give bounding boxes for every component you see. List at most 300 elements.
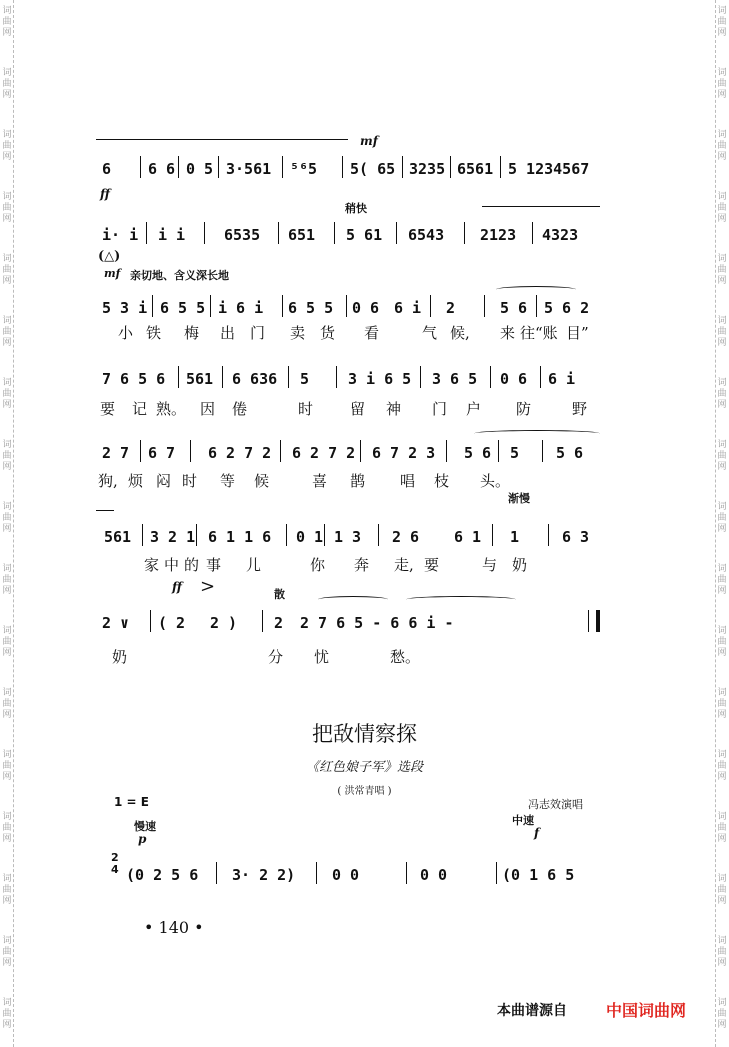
- watermark-char: 曲: [2, 1009, 12, 1019]
- lyric-syllable: 要: [424, 556, 440, 574]
- measure-r2-6: 6543: [408, 226, 445, 244]
- barline: [548, 524, 549, 546]
- watermark-char: 网: [2, 958, 12, 968]
- watermark-char: 曲: [2, 451, 12, 461]
- watermark-char: 网: [2, 338, 12, 348]
- watermark-char: 曲: [2, 203, 12, 213]
- watermark-char: 曲: [717, 203, 727, 213]
- watermark-char: 词: [2, 874, 12, 884]
- barline: [342, 156, 343, 178]
- barline: [262, 610, 263, 632]
- watermark-char: 曲: [717, 17, 727, 27]
- lyric-syllable: 时: [182, 472, 198, 490]
- watermark-char: 词: [2, 812, 12, 822]
- watermark-char: 曲: [717, 947, 727, 957]
- watermark-char: 网: [717, 772, 727, 782]
- barline: [146, 222, 147, 244]
- lyric-syllable: 等: [220, 472, 236, 490]
- lyric-syllable: 往“账: [520, 324, 558, 342]
- measure-r4-3: 6 636: [232, 370, 278, 388]
- watermark-char: 网: [2, 524, 12, 534]
- watermark-char: 网: [2, 648, 12, 658]
- measure-r1-2: 6 6: [148, 160, 176, 178]
- measure-r5-7: 5: [510, 444, 520, 462]
- lyric-syllable: 要: [100, 400, 116, 418]
- measure-r5-1: 2 7: [102, 444, 130, 462]
- barline: [282, 156, 283, 178]
- lyric-syllable: 烦: [128, 472, 144, 490]
- watermark-char: 曲: [2, 141, 12, 151]
- measure-r5-2: 6 7: [148, 444, 176, 462]
- barline: [446, 440, 447, 462]
- barline: [218, 156, 219, 178]
- barline: [450, 156, 451, 178]
- watermark-char: 词: [2, 378, 12, 388]
- watermark-text: [715, 254, 729, 287]
- lyric-syllable: 小: [118, 324, 134, 342]
- measure-s2-1: (0 2 5 6: [126, 866, 199, 884]
- measure-r6-4: 0 1: [296, 528, 324, 546]
- watermark-char: 网: [717, 524, 727, 534]
- lyric-syllable: 事: [206, 556, 222, 574]
- watermark-char: 词: [717, 750, 727, 760]
- lyric-syllable: 中: [164, 556, 180, 574]
- barline: [282, 295, 283, 317]
- watermark-text: [715, 440, 729, 473]
- lyric-syllable: 卖: [290, 324, 306, 342]
- measure-r4-4: 5: [300, 370, 310, 388]
- measure-r2-8: 4323: [542, 226, 579, 244]
- barline: [216, 862, 217, 884]
- lyric-syllable: 家: [144, 556, 160, 574]
- barline: [178, 156, 179, 178]
- watermark-text: [715, 936, 729, 969]
- barline: [142, 524, 143, 546]
- watermark-text: [0, 874, 14, 907]
- time-signature-top: 2: [111, 851, 119, 864]
- lyric-syllable: 因: [200, 400, 216, 418]
- tempo-mark-2: 渐慢: [508, 492, 530, 505]
- watermark-char: 曲: [717, 761, 727, 771]
- watermark-char: 词: [717, 874, 727, 884]
- watermark-text: [715, 130, 729, 163]
- measure-r5-8: 5 6: [556, 444, 584, 462]
- lyric-syllable: 闷: [156, 472, 172, 490]
- phrase-line: [96, 139, 348, 140]
- dynamic-ff-2: ff: [172, 580, 182, 594]
- barline: [140, 156, 141, 178]
- barline: [500, 156, 501, 178]
- triangle-marker: (△): [98, 249, 121, 264]
- watermark-char: 词: [717, 378, 727, 388]
- measure-r6-3: 6 1 1 6: [208, 528, 272, 546]
- lyric-syllable: 的: [184, 556, 200, 574]
- staff-row-3: [96, 291, 606, 317]
- barline: [204, 222, 205, 244]
- watermark-char: 曲: [717, 637, 727, 647]
- measure-r3-7: 2: [446, 299, 456, 317]
- lyric-syllable: 喜: [312, 472, 328, 490]
- watermark-char: 曲: [2, 389, 12, 399]
- watermark-char: 曲: [2, 327, 12, 337]
- watermark-char: 曲: [717, 265, 727, 275]
- lyrics-row-3: [96, 322, 606, 342]
- watermark-char: 词: [2, 6, 12, 16]
- watermark-char: 网: [2, 834, 12, 844]
- barline: [210, 295, 211, 317]
- barline: [532, 222, 533, 244]
- barline: [286, 524, 287, 546]
- lyrics-row-5: [96, 470, 606, 490]
- lyric-syllable: 枝: [434, 472, 450, 490]
- expression-mark: 亲切地、含义深长地: [130, 269, 229, 282]
- measure-r6-7: 6 1: [454, 528, 482, 546]
- watermark-text: [0, 378, 14, 411]
- measure-r7-2: ( 2: [158, 614, 186, 632]
- barline: [346, 295, 347, 317]
- section-title: 把敌情察探: [312, 722, 417, 746]
- watermark-char: 网: [2, 710, 12, 720]
- watermark-char: 网: [717, 648, 727, 658]
- watermark-char: 网: [2, 462, 12, 472]
- watermark-char: 词: [2, 130, 12, 140]
- lyric-syllable: 出: [220, 324, 236, 342]
- watermark-char: 词: [717, 688, 727, 698]
- barline: [420, 366, 421, 388]
- lyric-syllable: 门: [432, 400, 448, 418]
- watermark-char: 网: [717, 710, 727, 720]
- lyric-syllable: 唱: [400, 472, 416, 490]
- watermark-char: 网: [717, 462, 727, 472]
- left-margin: [0, 0, 14, 1047]
- watermark-char: 词: [717, 502, 727, 512]
- lyric-syllable: 野: [572, 400, 588, 418]
- watermark-char: 词: [717, 6, 727, 16]
- lyric-syllable: 候: [254, 472, 270, 490]
- measure-r7-1: 2 ∨: [102, 614, 130, 632]
- lyric-syllable: 你: [310, 556, 326, 574]
- dynamic-mf-1: mf: [360, 134, 378, 148]
- watermark-char: 词: [2, 750, 12, 760]
- measure-r3-8: 5 6: [500, 299, 528, 317]
- dynamic-ff-1: ff: [100, 187, 110, 201]
- time-signature: [111, 852, 119, 876]
- barline: [536, 295, 537, 317]
- watermark-char: 词: [2, 254, 12, 264]
- watermark-char: 曲: [717, 327, 727, 337]
- tempo-medium: 中速: [512, 814, 534, 827]
- lyric-syllable: 走,: [394, 556, 414, 574]
- measure-r3-1: 5 3 i: [102, 299, 148, 317]
- watermark-text: [0, 316, 14, 349]
- barline: [498, 440, 499, 462]
- watermark-char: 网: [717, 214, 727, 224]
- section-subtitle: 《红色娘子军》选段: [305, 760, 423, 775]
- measure-r2-5: 5 61: [346, 226, 383, 244]
- watermark-char: 曲: [717, 699, 727, 709]
- dynamic-mf-2: mf: [104, 267, 121, 280]
- watermark-char: 词: [717, 316, 727, 326]
- watermark-text: [0, 6, 14, 39]
- watermark-text: [715, 192, 729, 225]
- measure-r5-5: 6 7 2 3: [372, 444, 436, 462]
- barline: [140, 440, 141, 462]
- watermark-char: 词: [2, 998, 12, 1008]
- barline: [406, 862, 407, 884]
- watermark-char: 词: [717, 626, 727, 636]
- watermark-text: [715, 998, 729, 1031]
- measure-r4-5: 3 i 6 5: [348, 370, 412, 388]
- dynamic-f: f: [534, 826, 540, 840]
- watermark-char: 词: [717, 564, 727, 574]
- watermark-char: 曲: [717, 79, 727, 89]
- measure-r1-9: 5 1234567: [508, 160, 590, 178]
- watermark-char: 曲: [2, 885, 12, 895]
- watermark-char: 曲: [717, 823, 727, 833]
- barline: [542, 440, 543, 462]
- accent-mark: >: [200, 576, 216, 597]
- watermark-char: 网: [2, 896, 12, 906]
- watermark-text: [0, 440, 14, 473]
- measure-r6-2: 3 2 1: [150, 528, 196, 546]
- watermark-char: 网: [717, 958, 727, 968]
- watermark-char: 词: [717, 68, 727, 78]
- watermark-char: 词: [2, 68, 12, 78]
- watermark-text: [715, 6, 729, 39]
- barline: [190, 440, 191, 462]
- watermark-char: 词: [717, 936, 727, 946]
- watermark-char: 网: [717, 338, 727, 348]
- watermark-char: 网: [717, 90, 727, 100]
- watermark-text: [0, 192, 14, 225]
- final-barline-thick: [596, 610, 600, 632]
- measure-r7-4: 2: [274, 614, 284, 632]
- measure-s2-4: 0 0: [420, 866, 448, 884]
- barline: [430, 295, 431, 317]
- watermark-text: [715, 564, 729, 597]
- measure-r3-2: 6 5 5: [160, 299, 206, 317]
- lyric-syllable: 与: [482, 556, 498, 574]
- barline: [360, 440, 361, 462]
- barline: [280, 440, 281, 462]
- slur: [406, 596, 516, 603]
- watermark-char: 曲: [2, 17, 12, 27]
- watermark-char: 词: [2, 626, 12, 636]
- watermark-char: 网: [717, 1020, 727, 1030]
- watermark-char: 网: [717, 276, 727, 286]
- measure-r3-6: 6 i: [394, 299, 422, 317]
- measure-r1-3: 0 5: [186, 160, 214, 178]
- watermark-char: 曲: [2, 513, 12, 523]
- watermark-text: [0, 626, 14, 659]
- watermark-char: 词: [2, 440, 12, 450]
- watermark-char: 网: [717, 834, 727, 844]
- measure-r1-8: 6561: [457, 160, 494, 178]
- watermark-char: 网: [2, 276, 12, 286]
- watermark-char: 词: [717, 254, 727, 264]
- lyrics-row-6: [96, 554, 606, 574]
- watermark-char: 曲: [717, 885, 727, 895]
- lyric-syllable: 奶: [512, 556, 528, 574]
- measure-r4-8: 6 i: [548, 370, 576, 388]
- slur: [318, 596, 388, 603]
- barline: [484, 295, 485, 317]
- tempo-slow: 慢速: [134, 820, 156, 833]
- measure-r3-3: i 6 i: [218, 299, 264, 317]
- time-signature-bottom: 4: [111, 863, 119, 876]
- measure-r5-6: 5 6: [464, 444, 492, 462]
- watermark-char: 网: [717, 896, 727, 906]
- lyrics-row-7: [96, 646, 606, 666]
- lyric-syllable: 来: [500, 324, 516, 342]
- barline: [222, 366, 223, 388]
- barline: [396, 222, 397, 244]
- watermark-text: [715, 688, 729, 721]
- measure-r3-5: 0 6: [352, 299, 380, 317]
- barline: [540, 366, 541, 388]
- singer-note: ( 洪常青唱 ): [337, 786, 392, 797]
- measure-r3-4: 6 5 5: [288, 299, 334, 317]
- lyric-syllable: 头。: [480, 472, 511, 490]
- watermark-char: 曲: [717, 1009, 727, 1019]
- lyric-syllable: 气: [422, 324, 438, 342]
- lyric-syllable: 铁: [146, 324, 162, 342]
- watermark-text: [715, 378, 729, 411]
- measure-r7-5: 2 7 6 5 - 6 6 i -: [300, 614, 454, 632]
- watermark-char: 网: [717, 586, 727, 596]
- measure-r6-1: 561: [104, 528, 132, 546]
- lyric-syllable: 货: [320, 324, 336, 342]
- watermark-text: [0, 254, 14, 287]
- watermark-text: [715, 874, 729, 907]
- staff-row-5: [96, 436, 606, 462]
- watermark-char: 网: [2, 400, 12, 410]
- watermark-text: [0, 812, 14, 845]
- watermark-char: 曲: [717, 451, 727, 461]
- source-site: 中国词曲网: [606, 1001, 687, 1020]
- watermark-char: 词: [2, 192, 12, 202]
- watermark-char: 网: [2, 214, 12, 224]
- measure-r4-7: 0 6: [500, 370, 528, 388]
- measure-r4-2: 561: [186, 370, 214, 388]
- measure-r3-9: 5 6 2: [544, 299, 590, 317]
- watermark-text: [0, 688, 14, 721]
- key-signature: 1 = E: [114, 795, 149, 809]
- watermark-char: 网: [717, 152, 727, 162]
- lyric-syllable: 奔: [354, 556, 370, 574]
- dynamic-p: p: [138, 832, 147, 846]
- lyric-syllable: 梅: [184, 324, 200, 342]
- barline: [316, 862, 317, 884]
- staff-row-6: [96, 520, 606, 546]
- lyric-syllable: 留: [350, 400, 366, 418]
- watermark-text: [715, 68, 729, 101]
- barline: [324, 524, 325, 546]
- measure-r1-1: 6: [102, 160, 112, 178]
- watermark-char: 曲: [2, 699, 12, 709]
- measure-r6-5: 1 3: [334, 528, 362, 546]
- watermark-char: 曲: [2, 265, 12, 275]
- watermark-text: [0, 502, 14, 535]
- barline: [278, 222, 279, 244]
- staff-row-2: [96, 218, 606, 244]
- lyric-syllable: 防: [516, 400, 532, 418]
- measure-r6-8: 1: [510, 528, 520, 546]
- lyric-syllable: 熟。: [156, 400, 187, 418]
- lyric-syllable: 户: [466, 400, 482, 418]
- measure-r2-7: 2123: [480, 226, 517, 244]
- measure-r1-7: 3235: [409, 160, 446, 178]
- watermark-char: 网: [717, 400, 727, 410]
- barline: [178, 366, 179, 388]
- barline: [152, 295, 153, 317]
- watermark-char: 网: [2, 1020, 12, 1030]
- measure-r7-3: 2 ): [210, 614, 238, 632]
- watermark-char: 网: [2, 90, 12, 100]
- barline: [288, 366, 289, 388]
- measure-r5-3: 6 2 7 2: [208, 444, 272, 462]
- watermark-char: 词: [717, 192, 727, 202]
- watermark-char: 网: [2, 772, 12, 782]
- watermark-char: 曲: [2, 637, 12, 647]
- lyric-syllable: 忧: [314, 648, 330, 666]
- barline: [150, 610, 151, 632]
- watermark-char: 曲: [2, 761, 12, 771]
- watermark-char: 词: [717, 440, 727, 450]
- measure-r2-3: 6535: [224, 226, 261, 244]
- watermark-text: [715, 812, 729, 845]
- measure-r5-4: 6 2 7 2: [292, 444, 356, 462]
- lyric-syllable: 分: [268, 648, 284, 666]
- watermark-char: 曲: [2, 79, 12, 89]
- watermark-text: [0, 564, 14, 597]
- watermark-char: 曲: [717, 575, 727, 585]
- watermark-text: [715, 316, 729, 349]
- watermark-char: 网: [2, 586, 12, 596]
- watermark-text: [0, 998, 14, 1031]
- right-margin: [715, 0, 729, 1047]
- page-number: • 140 •: [144, 918, 204, 937]
- lyric-syllable: 愁。: [390, 648, 421, 666]
- tempo-mark-3: 散: [274, 588, 285, 601]
- barline: [496, 862, 497, 884]
- watermark-text: [715, 502, 729, 535]
- measure-r4-6: 3 6 5: [432, 370, 478, 388]
- barline: [490, 366, 491, 388]
- watermark-char: 词: [717, 812, 727, 822]
- lyric-syllable: 鹊: [350, 472, 366, 490]
- watermark-char: 词: [2, 564, 12, 574]
- watermark-char: 曲: [2, 823, 12, 833]
- watermark-text: [715, 626, 729, 659]
- watermark-char: 词: [2, 502, 12, 512]
- watermark-char: 曲: [2, 947, 12, 957]
- measure-r2-2: i i: [158, 226, 186, 244]
- measure-r1-5: ⁵⁶5: [290, 160, 318, 178]
- staff-row-1: [96, 152, 606, 178]
- lyric-syllable: 时: [298, 400, 314, 418]
- watermark-char: 词: [2, 316, 12, 326]
- measure-r4-1: 7 6 5 6: [102, 370, 166, 388]
- staff-row-4: [96, 362, 606, 388]
- final-barline-thin: [588, 610, 589, 632]
- tempo-mark-1: 稍快: [345, 202, 367, 215]
- lyric-syllable: 记: [132, 400, 148, 418]
- lyric-syllable: 目”: [566, 324, 589, 342]
- watermark-char: 词: [717, 998, 727, 1008]
- watermark-char: 曲: [717, 141, 727, 151]
- measure-s2-2: 3· 2 2): [232, 866, 296, 884]
